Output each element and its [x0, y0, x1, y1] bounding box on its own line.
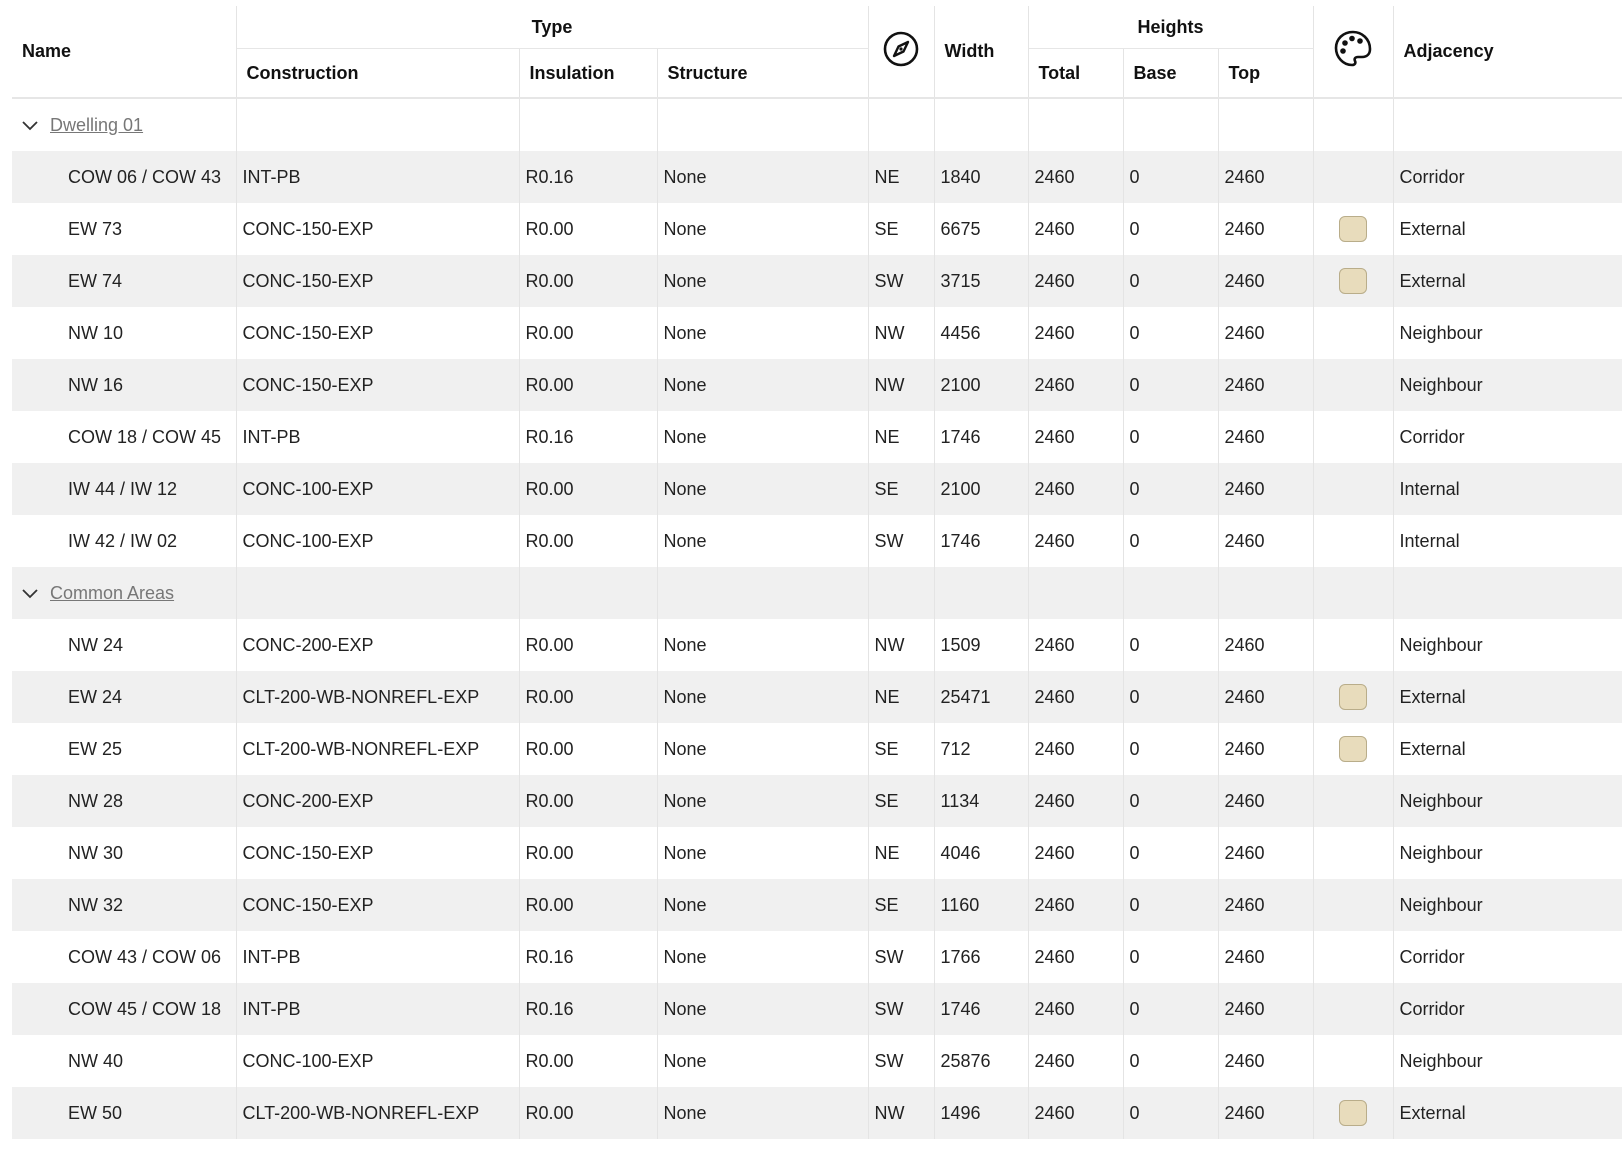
adjacency-cell[interactable]: External: [1393, 1087, 1622, 1139]
empty-cell: [1218, 567, 1313, 619]
group-label[interactable]: Common Areas: [50, 582, 175, 603]
total-height-cell[interactable]: 2460: [1028, 671, 1123, 723]
empty-cell: [1028, 567, 1123, 619]
insulation-cell[interactable]: R0.00: [519, 203, 657, 255]
top-height-cell[interactable]: 2460: [1218, 463, 1313, 515]
structure-cell[interactable]: None: [657, 463, 868, 515]
construction-cell[interactable]: CLT-200-WB-NONREFL-EXP: [236, 723, 519, 775]
structure-cell[interactable]: None: [657, 359, 868, 411]
adjacency-cell[interactable]: Neighbour: [1399, 842, 1483, 863]
width-cell[interactable]: 3715: [934, 255, 1028, 307]
structure-cell[interactable]: None: [657, 619, 868, 671]
total-height-cell[interactable]: 2460: [1028, 463, 1123, 515]
insulation-cell[interactable]: R0.00: [519, 307, 657, 359]
table-row[interactable]: [12, 879, 1622, 931]
adjacency-cell[interactable]: External: [1393, 255, 1622, 307]
adjacency-cell[interactable]: External: [1399, 218, 1466, 239]
empty-cell: [868, 567, 934, 619]
top-height-cell[interactable]: 2460: [1218, 983, 1313, 1035]
base-height-cell[interactable]: 0: [1123, 307, 1218, 359]
chevron-down-icon[interactable]: [22, 583, 42, 604]
construction-cell[interactable]: INT-PB: [236, 983, 519, 1035]
table-row[interactable]: [12, 359, 1622, 411]
structure-cell[interactable]: None: [657, 983, 868, 1035]
table-row[interactable]: [12, 1087, 1622, 1139]
width-cell[interactable]: 25471: [934, 671, 1028, 723]
insulation-cell[interactable]: R0.00: [519, 723, 657, 775]
construction-cell[interactable]: CONC-200-EXP: [236, 619, 519, 671]
group-row[interactable]: [12, 98, 1622, 151]
construction-cell[interactable]: CONC-150-EXP: [236, 307, 519, 359]
name-cell[interactable]: EW 73: [12, 203, 236, 255]
structure-cell[interactable]: None: [657, 411, 868, 463]
orientation-cell[interactable]: NW: [868, 307, 934, 359]
column-header-insulation[interactable]: Insulation: [519, 49, 657, 99]
empty-cell: [1313, 98, 1393, 151]
base-height-cell[interactable]: 0: [1123, 203, 1218, 255]
name-cell[interactable]: COW 06 / COW 43: [12, 151, 236, 203]
adjacency-cell[interactable]: Corridor: [1399, 946, 1465, 967]
column-header-top[interactable]: Top: [1218, 49, 1313, 99]
total-height-cell[interactable]: 2460: [1028, 307, 1123, 359]
adjacency-cell[interactable]: Corridor: [1393, 151, 1622, 203]
empty-cell: [1393, 567, 1622, 619]
color-swatch[interactable]: [1339, 268, 1367, 294]
structure-cell[interactable]: None: [657, 723, 868, 775]
construction-cell[interactable]: CONC-100-EXP: [236, 515, 519, 567]
top-height-cell[interactable]: 2460: [1218, 931, 1313, 983]
color-cell[interactable]: [1313, 671, 1393, 723]
structure-cell[interactable]: None: [657, 775, 868, 827]
total-height-cell[interactable]: 2460: [1028, 879, 1123, 931]
total-height-cell[interactable]: 2460: [1028, 515, 1123, 567]
base-height-cell[interactable]: 0: [1123, 671, 1218, 723]
insulation-cell[interactable]: R0.16: [519, 411, 657, 463]
name-cell[interactable]: NW 32: [12, 879, 236, 931]
insulation-cell[interactable]: R0.16: [519, 151, 657, 203]
table-body: [12, 98, 1622, 1139]
chevron-down-icon[interactable]: [22, 115, 42, 136]
table-row[interactable]: [12, 723, 1622, 775]
total-height-cell[interactable]: 2460: [1028, 255, 1123, 307]
base-height-cell[interactable]: 0: [1123, 723, 1218, 775]
construction-cell[interactable]: CONC-150-EXP: [236, 203, 519, 255]
construction-cell[interactable]: CONC-150-EXP: [236, 255, 519, 307]
table-row[interactable]: [12, 1035, 1622, 1087]
color-cell[interactable]: [1313, 463, 1393, 515]
base-height-cell[interactable]: 0: [1123, 151, 1218, 203]
orientation-cell[interactable]: SW: [868, 1035, 934, 1087]
structure-cell[interactable]: None: [657, 827, 868, 879]
empty-cell: [236, 567, 519, 619]
construction-cell[interactable]: CONC-200-EXP: [236, 775, 519, 827]
construction-cell[interactable]: CONC-100-EXP: [236, 463, 519, 515]
total-height-cell[interactable]: 2460: [1028, 151, 1123, 203]
total-height-cell[interactable]: 2460: [1028, 1087, 1123, 1139]
adjacency-cell[interactable]: External: [1399, 738, 1466, 759]
orientation-cell[interactable]: NE: [868, 411, 934, 463]
table-row[interactable]: [12, 151, 1622, 203]
color-cell[interactable]: [1313, 619, 1393, 671]
empty-cell: [868, 98, 934, 151]
color-cell[interactable]: [1313, 1035, 1393, 1087]
insulation-cell[interactable]: R0.00: [519, 359, 657, 411]
structure-cell[interactable]: None: [657, 1087, 868, 1139]
construction-cell[interactable]: CLT-200-WB-NONREFL-EXP: [236, 1087, 519, 1139]
base-height-cell[interactable]: 0: [1123, 879, 1218, 931]
adjacency-cell[interactable]: External: [1393, 671, 1622, 723]
empty-cell: [519, 98, 657, 151]
width-cell[interactable]: 1766: [934, 931, 1028, 983]
base-height-cell[interactable]: 0: [1123, 359, 1218, 411]
name-cell[interactable]: NW 10: [12, 307, 236, 359]
base-height-cell[interactable]: 0: [1123, 827, 1218, 879]
name-cell[interactable]: NW 16: [12, 359, 236, 411]
base-height-cell[interactable]: 0: [1123, 931, 1218, 983]
empty-cell: [1393, 98, 1622, 151]
color-swatch[interactable]: [1339, 684, 1367, 710]
insulation-cell[interactable]: R0.16: [519, 931, 657, 983]
base-height-cell[interactable]: 0: [1123, 255, 1218, 307]
insulation-cell[interactable]: R0.00: [519, 1087, 657, 1139]
table-row[interactable]: [12, 515, 1622, 567]
color-cell[interactable]: [1313, 827, 1393, 879]
width-cell[interactable]: 712: [934, 723, 1028, 775]
empty-cell: [1123, 98, 1218, 151]
empty-cell: [657, 567, 868, 619]
total-height-cell[interactable]: 2460: [1028, 983, 1123, 1035]
color-cell[interactable]: [1313, 411, 1393, 463]
column-header-width[interactable]: Width: [934, 6, 1028, 98]
orientation-cell[interactable]: SE: [868, 879, 934, 931]
group-label[interactable]: Dwelling 01: [50, 114, 144, 135]
name-cell[interactable]: EW 50: [12, 1087, 236, 1139]
color-swatch[interactable]: [1339, 216, 1367, 242]
top-height-cell[interactable]: 2460: [1218, 619, 1313, 671]
orientation-cell[interactable]: NW: [868, 619, 934, 671]
orientation-cell[interactable]: NW: [868, 1087, 934, 1139]
base-height-cell[interactable]: 0: [1123, 983, 1218, 1035]
compass-icon: [882, 30, 920, 68]
table-row[interactable]: [12, 463, 1622, 515]
top-height-cell[interactable]: 2460: [1218, 1035, 1313, 1087]
name-cell[interactable]: COW 18 / COW 45: [12, 411, 236, 463]
empty-cell: [236, 98, 519, 151]
top-height-cell[interactable]: 2460: [1218, 879, 1313, 931]
orientation-cell[interactable]: NE: [868, 827, 934, 879]
color-swatch[interactable]: [1339, 736, 1367, 762]
width-cell[interactable]: 4456: [934, 307, 1028, 359]
construction-cell[interactable]: INT-PB: [236, 411, 519, 463]
name-cell[interactable]: NW 40: [12, 1035, 236, 1087]
table-row[interactable]: [12, 983, 1622, 1035]
width-cell[interactable]: 6675: [934, 203, 1028, 255]
name-cell[interactable]: COW 45 / COW 18: [12, 983, 236, 1035]
adjacency-cell[interactable]: Neighbour: [1399, 634, 1483, 655]
width-cell[interactable]: 1509: [934, 619, 1028, 671]
color-cell[interactable]: [1313, 931, 1393, 983]
empty-cell: [1313, 567, 1393, 619]
color-cell[interactable]: [1313, 307, 1393, 359]
group-header[interactable]: [12, 567, 236, 619]
structure-cell[interactable]: None: [657, 203, 868, 255]
table-row[interactable]: [12, 671, 1622, 723]
name-cell[interactable]: IW 42 / IW 02: [12, 515, 236, 567]
construction-cell[interactable]: CONC-150-EXP: [236, 359, 519, 411]
total-height-cell[interactable]: 2460: [1028, 775, 1123, 827]
orientation-cell[interactable]: SE: [868, 775, 934, 827]
top-height-cell[interactable]: 2460: [1218, 203, 1313, 255]
total-height-cell[interactable]: 2460: [1028, 1035, 1123, 1087]
structure-cell[interactable]: None: [657, 151, 868, 203]
top-height-cell[interactable]: 2460: [1218, 515, 1313, 567]
walls-table: [12, 6, 1622, 1139]
orientation-cell[interactable]: NE: [868, 671, 934, 723]
base-height-cell[interactable]: 0: [1123, 515, 1218, 567]
table-row[interactable]: [12, 255, 1622, 307]
color-cell[interactable]: [1313, 775, 1393, 827]
name-cell[interactable]: NW 30: [12, 827, 236, 879]
adjacency-cell[interactable]: Internal: [1393, 463, 1622, 515]
color-cell[interactable]: [1313, 515, 1393, 567]
construction-cell[interactable]: CONC-150-EXP: [236, 827, 519, 879]
name-cell[interactable]: EW 24: [12, 671, 236, 723]
table-row[interactable]: [12, 775, 1622, 827]
structure-cell[interactable]: None: [657, 879, 868, 931]
adjacency-cell[interactable]: Corridor: [1393, 983, 1622, 1035]
base-height-cell[interactable]: 0: [1123, 463, 1218, 515]
insulation-cell[interactable]: R0.00: [519, 515, 657, 567]
construction-cell[interactable]: INT-PB: [236, 931, 519, 983]
base-height-cell[interactable]: 0: [1123, 619, 1218, 671]
orientation-cell[interactable]: SE: [868, 203, 934, 255]
name-cell[interactable]: NW 28: [12, 775, 236, 827]
table-row[interactable]: [12, 931, 1622, 983]
column-group-type: Type: [236, 6, 868, 49]
top-height-cell[interactable]: 2460: [1218, 827, 1313, 879]
top-height-cell[interactable]: 2460: [1218, 151, 1313, 203]
orientation-cell[interactable]: NE: [868, 151, 934, 203]
name-cell[interactable]: EW 74: [12, 255, 236, 307]
adjacency-cell[interactable]: Internal: [1399, 530, 1460, 551]
orientation-cell[interactable]: NW: [868, 359, 934, 411]
color-cell[interactable]: [1313, 1087, 1393, 1139]
adjacency-cell[interactable]: Corridor: [1399, 426, 1465, 447]
name-cell[interactable]: NW 24: [12, 619, 236, 671]
adjacency-cell[interactable]: Neighbour: [1399, 1050, 1483, 1071]
construction-cell[interactable]: INT-PB: [236, 151, 519, 203]
color-cell[interactable]: [1313, 359, 1393, 411]
construction-cell[interactable]: CONC-100-EXP: [236, 1035, 519, 1087]
top-height-cell[interactable]: 2460: [1218, 775, 1313, 827]
table-row[interactable]: [12, 827, 1622, 879]
column-header-adjacency[interactable]: Adjacency: [1393, 6, 1622, 98]
base-height-cell[interactable]: 0: [1123, 775, 1218, 827]
base-height-cell[interactable]: 0: [1123, 411, 1218, 463]
structure-cell[interactable]: None: [657, 1035, 868, 1087]
base-height-cell[interactable]: 0: [1123, 1035, 1218, 1087]
column-header-base[interactable]: Base: [1123, 49, 1218, 99]
width-cell[interactable]: 1160: [934, 879, 1028, 931]
column-group-heights: Heights: [1028, 6, 1313, 49]
insulation-cell[interactable]: R0.00: [519, 1035, 657, 1087]
insulation-cell[interactable]: R0.00: [519, 255, 657, 307]
structure-cell[interactable]: None: [657, 515, 868, 567]
color-cell[interactable]: [1313, 255, 1393, 307]
structure-cell[interactable]: None: [657, 307, 868, 359]
insulation-cell[interactable]: R0.16: [519, 983, 657, 1035]
color-cell[interactable]: [1313, 879, 1393, 931]
orientation-cell[interactable]: SW: [868, 983, 934, 1035]
total-height-cell[interactable]: 2460: [1028, 203, 1123, 255]
width-cell[interactable]: 2100: [934, 359, 1028, 411]
color-swatch[interactable]: [1339, 1100, 1367, 1126]
structure-cell[interactable]: None: [657, 255, 868, 307]
top-height-cell[interactable]: 2460: [1218, 1087, 1313, 1139]
adjacency-cell[interactable]: Neighbour: [1393, 775, 1622, 827]
table-row[interactable]: [12, 411, 1622, 463]
column-header-name[interactable]: Name: [12, 6, 236, 98]
adjacency-cell[interactable]: Neighbour: [1393, 879, 1622, 931]
total-height-cell[interactable]: 2460: [1028, 411, 1123, 463]
top-height-cell[interactable]: 2460: [1218, 671, 1313, 723]
structure-cell[interactable]: None: [657, 931, 868, 983]
width-cell[interactable]: 1840: [934, 151, 1028, 203]
total-height-cell[interactable]: 2460: [1028, 359, 1123, 411]
column-header-orientation[interactable]: [868, 6, 934, 98]
group-row[interactable]: [12, 567, 1622, 619]
empty-cell: [657, 98, 868, 151]
orientation-cell[interactable]: SW: [868, 515, 934, 567]
empty-cell: [519, 567, 657, 619]
table-row[interactable]: [12, 619, 1622, 671]
column-header-color[interactable]: [1313, 6, 1393, 98]
width-cell[interactable]: 1746: [934, 411, 1028, 463]
palette-icon: [1332, 28, 1374, 70]
table-row[interactable]: [12, 307, 1622, 359]
insulation-cell[interactable]: R0.00: [519, 827, 657, 879]
orientation-cell[interactable]: SE: [868, 463, 934, 515]
color-cell[interactable]: [1313, 203, 1393, 255]
insulation-cell[interactable]: R0.00: [519, 619, 657, 671]
group-header[interactable]: [12, 98, 236, 151]
insulation-cell[interactable]: R0.00: [519, 879, 657, 931]
total-height-cell[interactable]: 2460: [1028, 931, 1123, 983]
name-cell[interactable]: EW 25: [12, 723, 236, 775]
width-cell[interactable]: 25876: [934, 1035, 1028, 1087]
adjacency-cell[interactable]: Neighbour: [1399, 322, 1483, 343]
name-cell[interactable]: COW 43 / COW 06: [12, 931, 236, 983]
construction-cell[interactable]: CONC-150-EXP: [236, 879, 519, 931]
empty-cell: [1028, 98, 1123, 151]
empty-cell: [934, 98, 1028, 151]
column-header-structure[interactable]: Structure: [657, 49, 868, 99]
construction-cell[interactable]: CLT-200-WB-NONREFL-EXP: [236, 671, 519, 723]
width-cell[interactable]: 2100: [934, 463, 1028, 515]
total-height-cell[interactable]: 2460: [1028, 723, 1123, 775]
width-cell[interactable]: 1746: [934, 515, 1028, 567]
orientation-cell[interactable]: SW: [868, 255, 934, 307]
column-header-construction[interactable]: Construction: [236, 49, 519, 99]
width-cell[interactable]: 1496: [934, 1087, 1028, 1139]
base-height-cell[interactable]: 0: [1123, 1087, 1218, 1139]
width-cell[interactable]: 1134: [934, 775, 1028, 827]
insulation-cell[interactable]: R0.00: [519, 671, 657, 723]
empty-cell: [1123, 567, 1218, 619]
orientation-cell[interactable]: SE: [868, 723, 934, 775]
top-height-cell[interactable]: 2460: [1218, 307, 1313, 359]
top-height-cell[interactable]: 2460: [1218, 411, 1313, 463]
width-cell[interactable]: 1746: [934, 983, 1028, 1035]
width-cell[interactable]: 4046: [934, 827, 1028, 879]
name-cell[interactable]: IW 44 / IW 12: [12, 463, 236, 515]
total-height-cell[interactable]: 2460: [1028, 827, 1123, 879]
table-row[interactable]: [12, 203, 1622, 255]
structure-cell[interactable]: None: [657, 671, 868, 723]
empty-cell: [1218, 98, 1313, 151]
adjacency-cell[interactable]: Neighbour: [1393, 359, 1622, 411]
color-cell[interactable]: [1313, 723, 1393, 775]
total-height-cell[interactable]: 2460: [1028, 619, 1123, 671]
insulation-cell[interactable]: R0.00: [519, 463, 657, 515]
color-cell[interactable]: [1313, 151, 1393, 203]
color-cell[interactable]: [1313, 983, 1393, 1035]
orientation-cell[interactable]: SW: [868, 931, 934, 983]
top-height-cell[interactable]: 2460: [1218, 359, 1313, 411]
column-header-total[interactable]: Total: [1028, 49, 1123, 99]
top-height-cell[interactable]: 2460: [1218, 255, 1313, 307]
empty-cell: [934, 567, 1028, 619]
top-height-cell[interactable]: 2460: [1218, 723, 1313, 775]
insulation-cell[interactable]: R0.00: [519, 775, 657, 827]
